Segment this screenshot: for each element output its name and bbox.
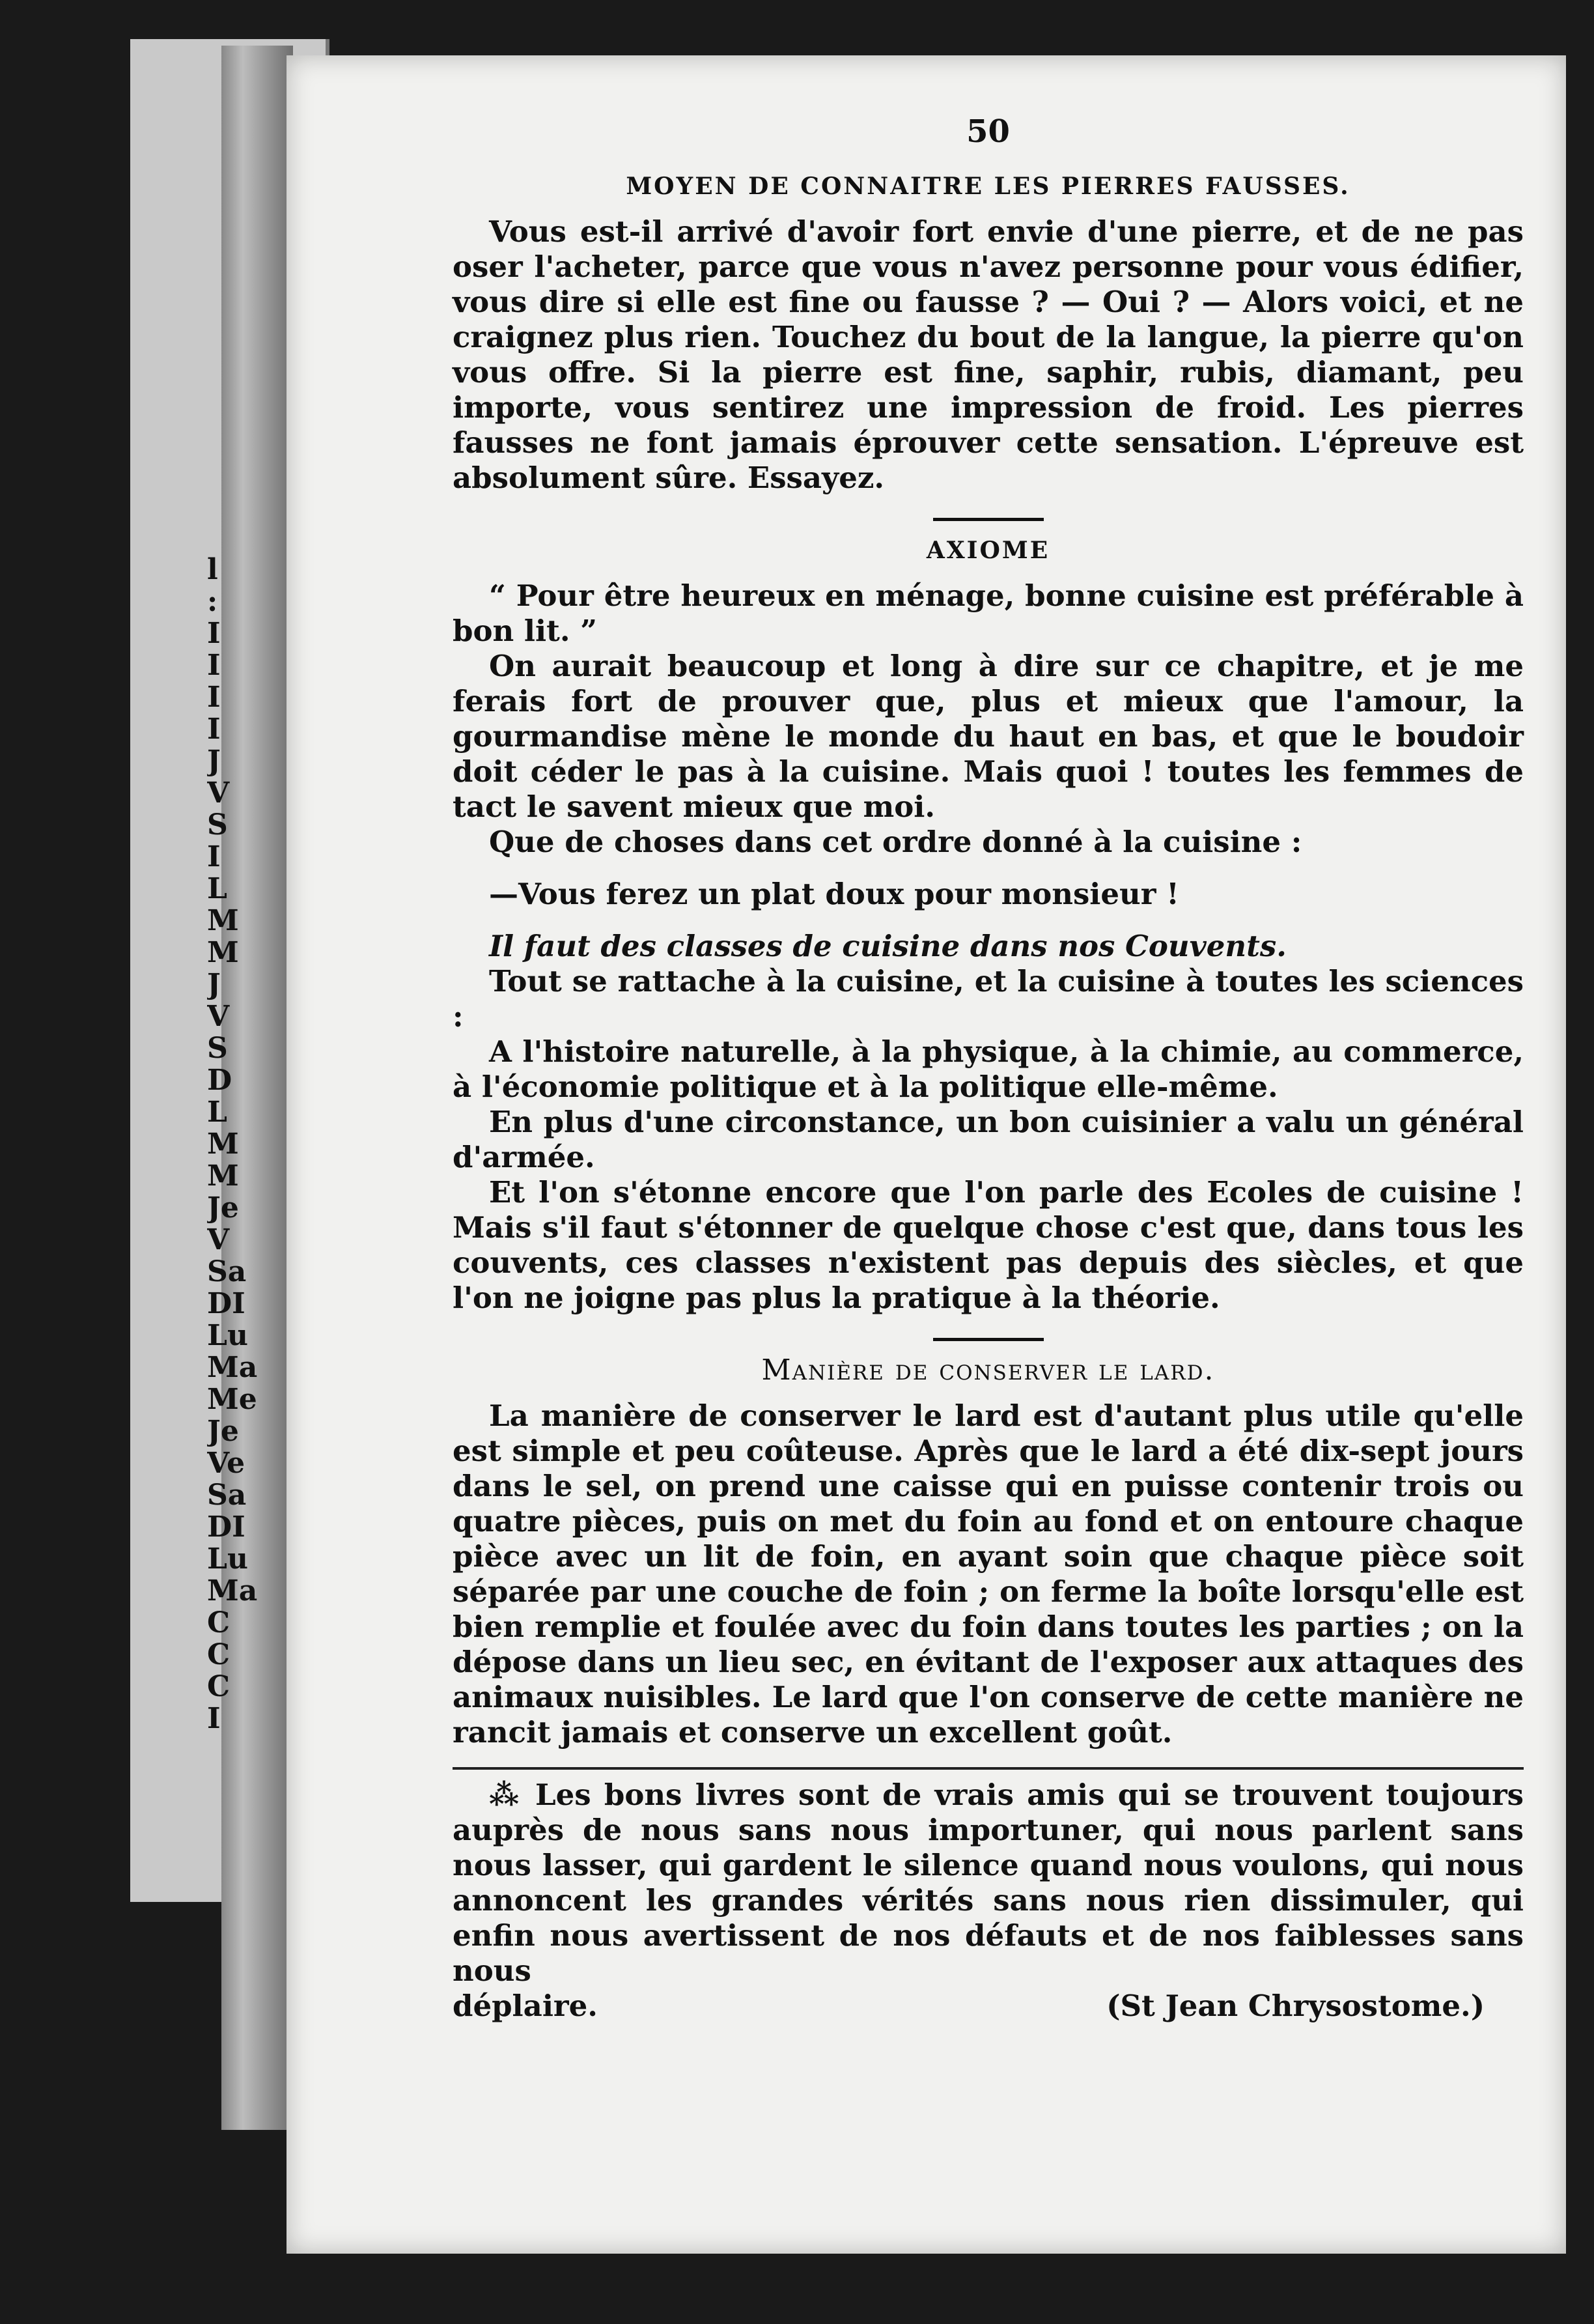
margin-letter: M — [207, 905, 239, 937]
margin-letter: Sa — [207, 1256, 247, 1288]
book-page — [287, 55, 1566, 2254]
margin-letter: L — [207, 1096, 227, 1128]
margin-letter: Je — [207, 1415, 239, 1447]
citation-last-word: déplaire. — [453, 1989, 598, 2023]
axiome-paragraph-5: Tout se rattache à la cuisine, et la cuisine à toutes les sciences : — [453, 964, 1524, 1034]
margin-letter: I — [207, 841, 221, 873]
margin-letter: : — [207, 586, 218, 617]
margin-letter: I — [207, 713, 221, 745]
margin-letter: C — [207, 1607, 231, 1639]
margin-letter: DI — [207, 1511, 245, 1543]
axiome-paragraph-6: A l'histoire naturelle, à la physique, à la chimie, au commerce, à l'économie politique et à la politique elle-même. — [453, 1034, 1524, 1104]
section-divider — [933, 1338, 1044, 1341]
margin-letter: Lu — [207, 1320, 248, 1352]
margin-letter: M — [207, 1160, 239, 1192]
margin-letter: M — [207, 937, 239, 969]
section-title-lard: Manière de conserver le lard. — [761, 1353, 1215, 1387]
margin-letter: Ma — [207, 1352, 258, 1383]
citation-footer — [453, 1989, 1524, 2024]
margin-letter: J — [207, 745, 221, 777]
section-divider — [933, 518, 1044, 521]
section-title-axiome: AXIOME — [926, 537, 1050, 564]
margin-letter: Lu — [207, 1543, 248, 1575]
margin-letter: S — [207, 1032, 228, 1064]
page-number: 50 — [966, 113, 1010, 150]
margin-letter: Me — [207, 1383, 257, 1415]
axiome-paragraph-4: Il faut des classes de cuisine dans nos Couvents. — [489, 929, 1287, 963]
margin-letter: I — [207, 1703, 221, 1735]
margin-letter: M — [207, 1128, 239, 1160]
margin-letter: V — [207, 1000, 230, 1032]
margin-letter: V — [207, 1224, 230, 1256]
margin-letter: J — [207, 969, 221, 1000]
axiome-paragraph-2: Que de choses dans cet ordre donné à la cuisine : — [489, 825, 1302, 859]
adjacent-page-margin-text — [207, 554, 259, 1735]
axiome-paragraph-7: En plus d'une circonstance, un bon cuisinier a valu un général d'armée. — [453, 1105, 1524, 1174]
margin-letter: D — [207, 1064, 232, 1096]
margin-letter: I — [207, 681, 221, 713]
margin-letter: Ve — [207, 1447, 245, 1479]
margin-letter: Sa — [207, 1479, 247, 1511]
footer-divider — [453, 1767, 1524, 1770]
margin-letter: Je — [207, 1192, 239, 1224]
margin-letter: I — [207, 649, 221, 681]
section-title-pierres: MOYEN DE CONNAITRE LES PIERRES FAUSSES. — [626, 173, 1350, 200]
axiome-paragraph-8: Et l'on s'étonne encore que l'on parle des Ecoles de cuisine ! Mais s'il faut s'étonner de quelque chose c'est que, dans tous les couvents, ces classes n'existent pas depuis des siècles, et que l'on ne joigne pas plus la pratique à la théorie. — [453, 1175, 1524, 1315]
axiome-paragraph-3: —Vous ferez un plat doux pour monsieur ! — [489, 877, 1179, 911]
margin-letter: I — [207, 617, 221, 649]
axiome-quote: “ Pour être heureux en ménage, bonne cuisine est préférable à bon lit. ” — [453, 578, 1524, 648]
margin-letter: C — [207, 1639, 231, 1671]
paragraph-pierres: Vous est-il arrivé d'avoir fort envie d'une pierre, et de ne pas oser l'acheter, parce que vous n'avez personne pour vous édifier, vous dire si elle est fine ou fausse ? — Oui ? — Alors voici, et ne craignez plus rien. Touchez du bout de la langue, la pierre qu'on vous offre. Si la pierre est fine, saphir, rubis, diamant, peu importe, vous sentirez une impression de froid. Les pierres fausses ne font jamais éprouver cette sensation. L'épreuve est absolument sûre. Essayez. — [453, 214, 1524, 495]
citation-attribution: (St Jean Chrysostome.) — [1106, 1989, 1485, 2023]
page-content — [453, 114, 1524, 2024]
margin-letter: l — [207, 554, 218, 586]
margin-letter: L — [207, 873, 227, 905]
margin-letter: C — [207, 1671, 231, 1703]
margin-letter: V — [207, 777, 230, 809]
citation-text: ⁂ Les bons livres sont de vrais amis qui se trouvent toujours auprès de nous sans nous importuner, qui nous parlent sans nous lasser, qui gardent le silence quand nous voulons, qui nous annoncent les grandes vérités sans nous rien dissimuler, qui enfin nous avertissent de nos défauts et de nos faiblesses sans nous — [453, 1778, 1524, 1988]
margin-letter: DI — [207, 1288, 245, 1320]
margin-letter: S — [207, 809, 228, 841]
margin-letter: Ma — [207, 1575, 258, 1607]
axiome-paragraph-1: On aurait beaucoup et long à dire sur ce chapitre, et je me ferais fort de prouver que, plus et mieux que l'amour, la gourmandise mène le monde du haut en bas, et que le boudoir doit céder le pas à la cuisine. Mais quoi ! toutes les femmes de tact le savent mieux que moi. — [453, 649, 1524, 824]
paragraph-lard: La manière de conserver le lard est d'autant plus utile qu'elle est simple et peu coûteuse. Après que le lard a été dix-sept jours dans le sel, on prend une caisse qui en puisse contenir trois ou quatre pièces, puis on met du foin au fond et on entoure chaque pièce avec un lit de foin, en ayant soin que chaque pièce soit séparée par une couche de foin ; on ferme la boîte lorsqu'elle est bien remplie et foulée avec du foin dans toutes les parties ; on la dépose dans un lieu sec, en évitant de l'exposer aux attaques des animaux nuisibles. Le lard que l'on conserve de cette manière ne rancit jamais et conserve un excellent goût. — [453, 1398, 1524, 1750]
